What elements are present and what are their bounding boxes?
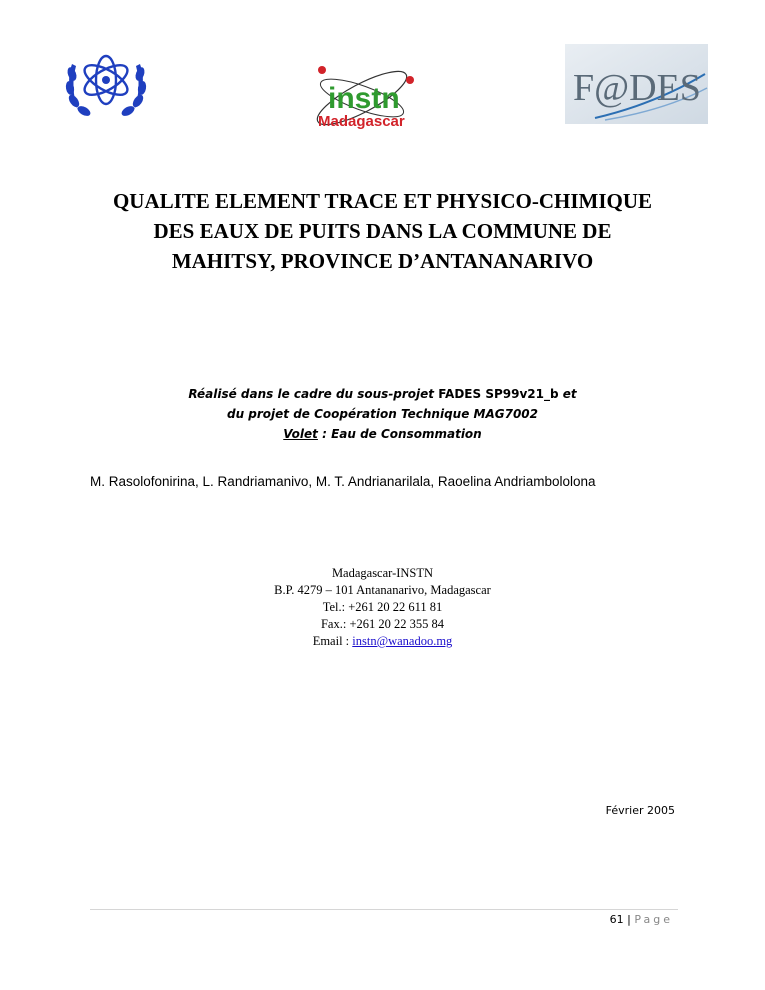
document-date: Février 2005 — [605, 804, 675, 817]
project-context — [100, 384, 665, 444]
context-prefix: Réalisé dans le cadre du sous-projet — [188, 387, 439, 401]
volet-value: : Eau de Consommation — [317, 427, 482, 441]
iaea-logo — [58, 44, 154, 126]
page-separator: | — [623, 913, 635, 926]
address-block — [180, 565, 585, 650]
fades-logo — [565, 44, 708, 124]
page-footer — [610, 913, 673, 926]
address-bp: B.P. 4279 – 101 Antananarivo, Madagascar — [274, 583, 491, 597]
address-tel: Tel.: +261 20 22 611 81 — [322, 600, 443, 614]
volet-label: Volet — [283, 427, 318, 441]
page-number: 61 — [609, 913, 624, 926]
context-suffix: et — [558, 387, 577, 401]
context-line-1 — [100, 384, 665, 404]
footer-divider — [90, 909, 678, 910]
address-fax: Fax.: +261 20 22 355 84 — [320, 617, 445, 631]
instn-logo — [306, 54, 422, 140]
authors: M. Rasolofonirina, L. Randriamanivo, M. T. Andrianarilala, Raoelina Andriambololona — [90, 474, 596, 489]
email-label: Email : — [312, 634, 353, 648]
address-email-line — [180, 633, 585, 650]
context-line-2: du projet de Coopération Technique MAG7002 — [226, 407, 538, 421]
title-line-2: DES EAUX DE PUITS DANS LA COMMUNE DE — [153, 219, 612, 243]
page-label: Page — [634, 913, 673, 926]
fades-wordmark: F@DES — [573, 67, 701, 109]
email-link[interactable]: instn@wanadoo.mg — [352, 634, 453, 648]
instn-country: Madagascar — [318, 113, 405, 130]
address-org: Madagascar-INSTN — [331, 566, 434, 580]
project-code: FADES SP99v21_b — [438, 387, 559, 401]
title-line-1: QUALITE ELEMENT TRACE ET PHYSICO-CHIMIQUE — [112, 189, 653, 213]
context-line-3 — [100, 424, 665, 444]
document-title — [60, 186, 705, 276]
instn-wordmark: instn — [328, 82, 400, 115]
title-line-3: MAHITSY, PROVINCE D’ANTANANARIVO — [171, 249, 594, 273]
